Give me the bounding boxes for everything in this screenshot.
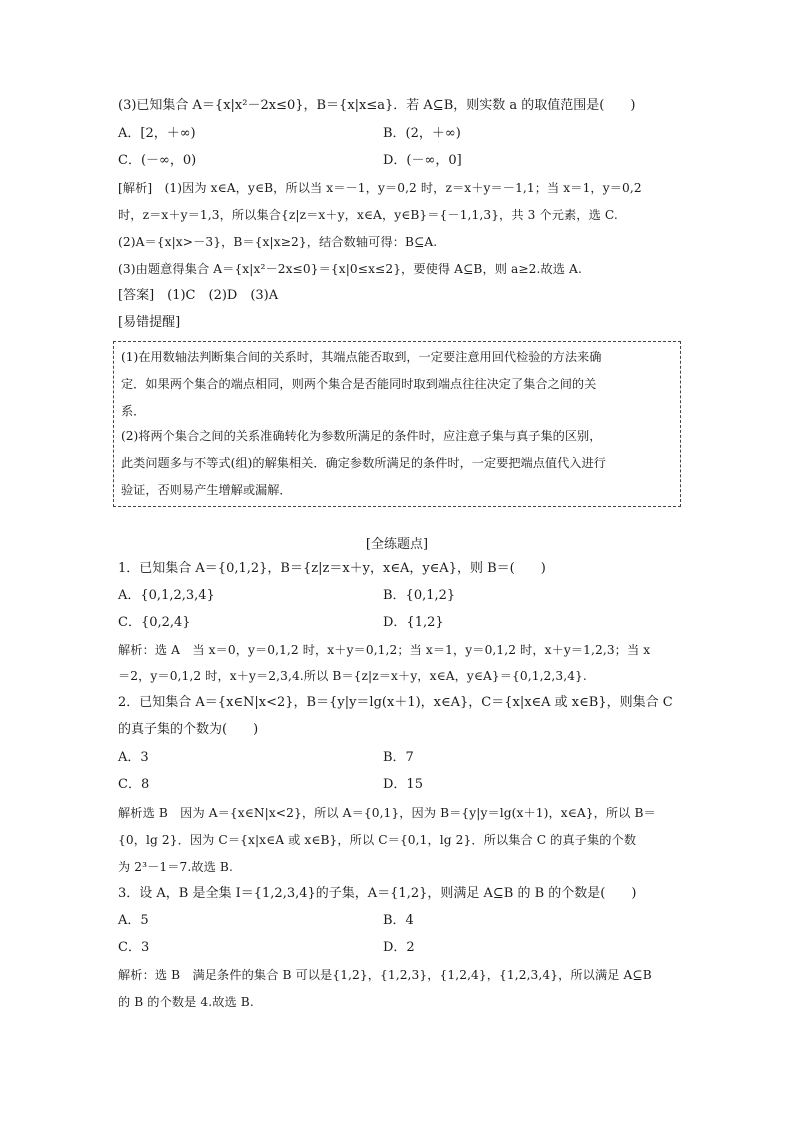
p3-option-b: B．4 (383, 913, 414, 928)
analysis-line-1: [解析] (1)因为 x∈A，y∈B，所以当 x＝－1，y＝0,2 时，z＝x＋y＝－1,1；当 x＝1，y＝0,2 (118, 181, 642, 195)
q3-option-d: D．(－∞，0] (383, 153, 462, 168)
q3-option-c: C．(－∞，0) (118, 153, 197, 168)
p3-solution-1: 解析：选 B 满足条件的集合 B 可以是{1,2}，{1,2,3}，{1,2,4}，{1,2,3,4}，所以满足 A⊆B (118, 968, 652, 982)
p2-solution-1: 解析选 B 因为 A＝{x∈N|x<2}，所以 A＝{0,1}，因为 B＝{y|y＝lg(x＋1)，x∈A}，所以 B＝ (118, 806, 656, 820)
pitfall-line-3: 系． (121, 404, 146, 418)
p1-option-a: A．{0,1,2,3,4} (118, 588, 215, 603)
p2-option-d: D．15 (383, 777, 423, 792)
analysis-line-3: (2)A＝{x|x>－3}，B＝{x|x≥2}，结合数轴可得：B⊆A. (118, 235, 438, 249)
p2-solution-2: {0，lg 2}．因为 C＝{x|x∈A 或 x∈B}，所以 C＝{0,1，lg 2}．所以集合 C 的真子集的个数 (118, 833, 637, 847)
p1-solution-2: ＝2，y＝0,1,2 时，x＋y＝2,3,4.所以 B＝{z|z＝x＋y，x∈A，y∈A}＝{0,1,2,3,4}. (118, 669, 587, 683)
p2-stem-2: 的真子集的个数为( ) (118, 722, 259, 737)
pitfall-title: [易错提醒] (118, 315, 181, 330)
p2-solution-3: 为 2³－1＝7.故选 B. (118, 860, 233, 874)
p3-option-a: A．5 (118, 913, 149, 928)
p1-option-d: D．{1,2} (383, 615, 444, 630)
p2-option-b: B．7 (383, 750, 414, 765)
p3-solution-2: 的 B 的个数是 4.故选 B. (118, 995, 254, 1009)
pitfall-line-1: (1)在用数轴法判断集合间的关系时，其端点能否取到，一定要注意用回代检验的方法来确 (121, 350, 602, 364)
q3-option-a: A．[2，＋∞) (118, 126, 196, 141)
q3-option-b: B．(2，＋∞) (383, 126, 461, 141)
pitfall-line-4: (2)将两个集合之间的关系准确转化为参数所满足的条件时，应注意子集与真子集的区别， (121, 429, 602, 443)
section-title: [全练题点] (365, 537, 429, 552)
analysis-line-2: 时，z＝x＋y＝1,3，所以集合{z|z＝x＋y，x∈A，y∈B}＝{－1,1,3}，共 3 个元素，选 C. (118, 208, 618, 222)
p3-stem: 3．设 A，B 是全集 I＝{1,2,3,4}的子集，A＝{1,2}，则满足 A⊆B 的 B 的个数是( ) (118, 886, 637, 901)
pitfall-line-5: 此类问题多与不等式(组)的解集相关．确定参数所满足的条件时，一定要把端点值代入进行 (121, 456, 606, 470)
pitfall-line-2: 定．如果两个集合的端点相同，则两个集合是否能同时取到端点往往决定了集合之间的关 (121, 377, 597, 391)
q3-stem: (3)已知集合 A＝{x|x²－2x≤0}，B＝{x|x≤a}．若 A⊆B，则实数 a 的取值范围是( ) (118, 98, 636, 113)
pitfall-line-6: 验证，否则易产生增解或漏解． (121, 483, 292, 497)
pitfall-box (113, 341, 681, 507)
p1-stem: 1．已知集合 A＝{0,1,2}，B＝{z|z＝x＋y，x∈A，y∈A}，则 B＝( ) (118, 561, 546, 576)
p2-option-a: A．3 (118, 750, 149, 765)
p2-stem-1: 2．已知集合 A＝{x∈N|x<2}，B＝{y|y＝lg(x＋1)，x∈A}，C＝{x|x∈A 或 x∈B}，则集合 C (118, 695, 673, 710)
p1-option-b: B．{0,1,2} (383, 588, 456, 603)
p3-option-d: D．2 (383, 940, 415, 955)
p1-option-c: C．{0,2,4} (118, 615, 191, 630)
p2-option-c: C．8 (118, 777, 150, 792)
p1-solution-1: 解析：选 A 当 x＝0，y＝0,1,2 时，x＋y＝0,1,2；当 x＝1，y＝0,1,2 时，x＋y＝1,2,3；当 x (118, 643, 651, 657)
p3-option-c: C．3 (118, 940, 150, 955)
answer-line: [答案] (1)C (2)D (3)A (118, 288, 279, 303)
analysis-line-4: (3)由题意得集合 A＝{x|x²－2x≤0}＝{x|0≤x≤2}，要使得 A⊆B，则 a≥2.故选 A. (118, 262, 582, 276)
